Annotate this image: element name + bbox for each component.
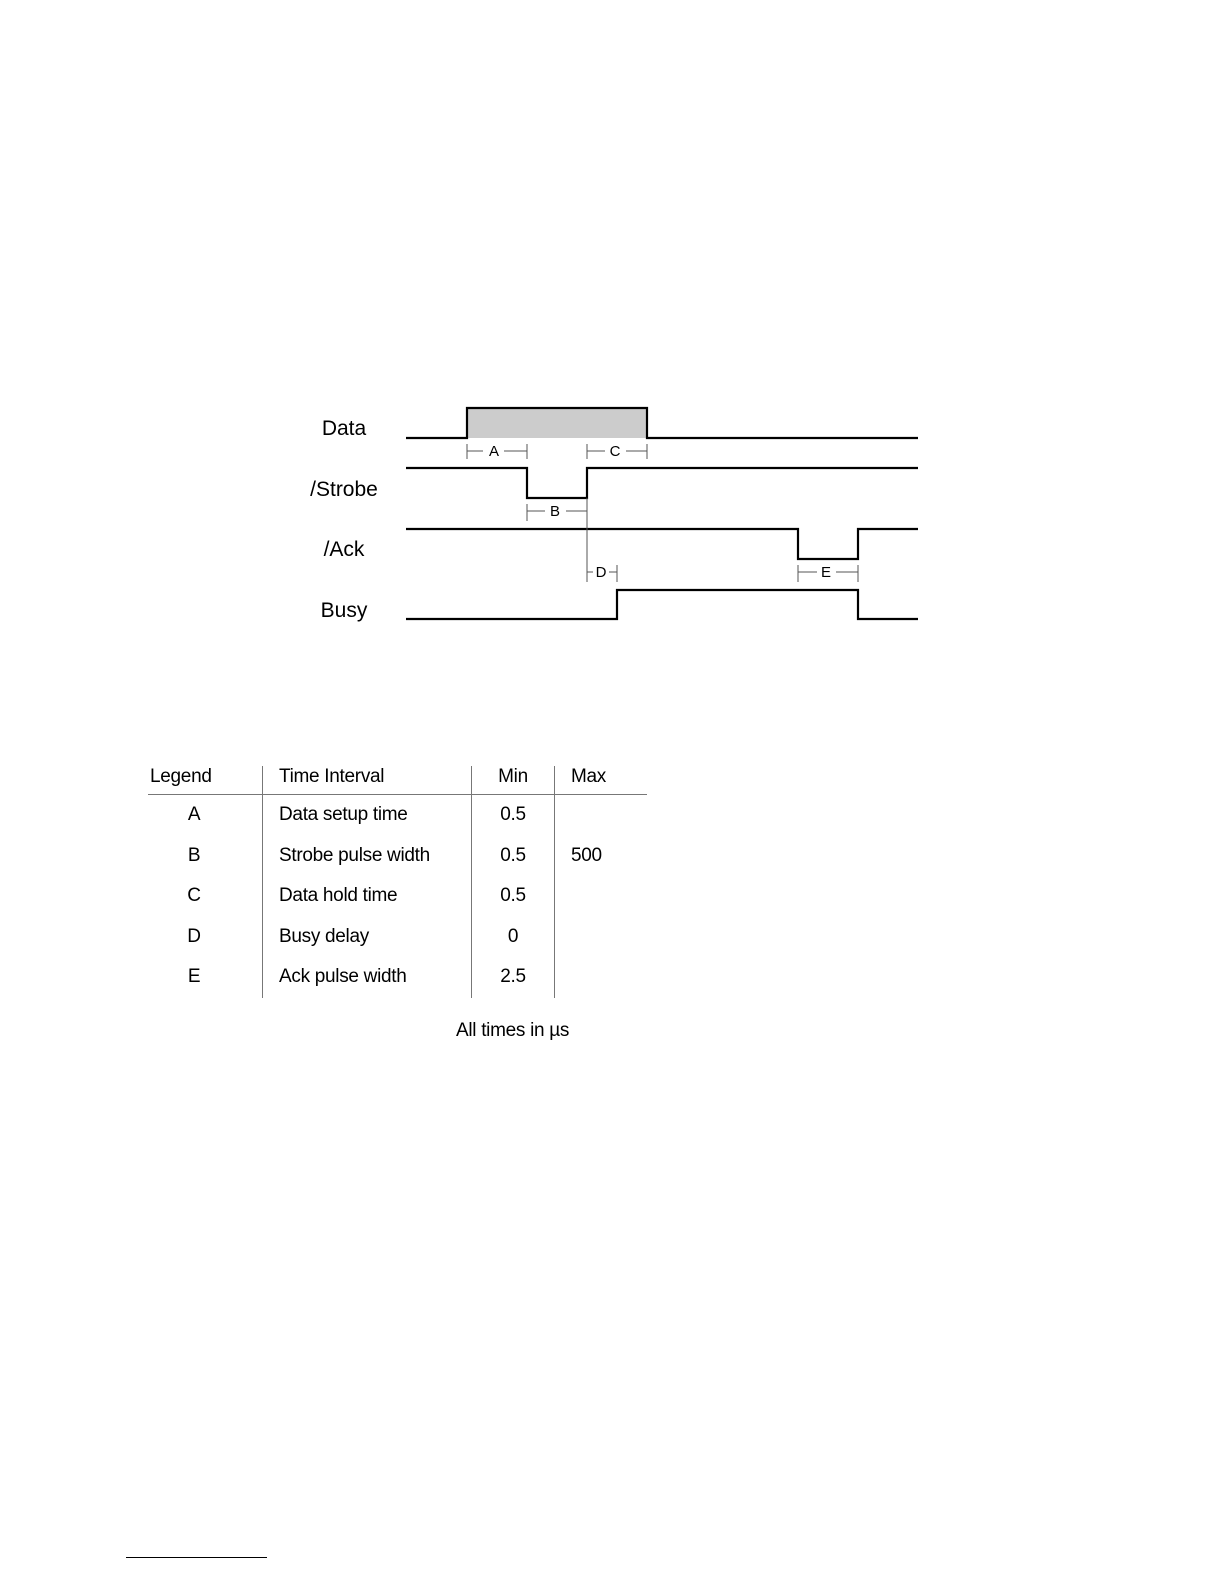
- units-note: All times in µs: [456, 1020, 570, 1041]
- data-valid-region: [467, 408, 647, 438]
- table-row: [148, 795, 647, 836]
- table-row: [148, 836, 647, 877]
- table-row: [148, 917, 647, 958]
- row-min: 0.5: [472, 795, 555, 836]
- header-min: Min: [472, 766, 555, 795]
- interval-d-marker: [587, 564, 617, 582]
- row-interval: Ack pulse width: [263, 957, 472, 998]
- row-min: 0.5: [472, 876, 555, 917]
- row-interval: Data setup time: [263, 795, 472, 836]
- row-interval: Data hold time: [263, 876, 472, 917]
- row-max: [555, 876, 648, 917]
- row-max: 500: [571, 844, 602, 866]
- row-min: 2.5: [472, 957, 555, 998]
- row-legend: C: [187, 885, 201, 907]
- signal-label-ack: /Ack: [323, 538, 365, 561]
- table-row: [148, 876, 647, 917]
- ack-waveform: [406, 529, 918, 559]
- header-legend: Legend: [148, 766, 263, 795]
- header-time-interval: Time Interval: [263, 766, 472, 795]
- interval-label-d: D: [595, 564, 607, 581]
- row-max: [555, 957, 648, 998]
- row-legend: A: [187, 804, 201, 826]
- row-min: 0.5: [472, 836, 555, 877]
- row-interval: Strobe pulse width: [263, 836, 472, 877]
- signal-label-strobe: /Strobe: [310, 478, 378, 501]
- interval-label-e: E: [820, 564, 832, 581]
- interval-b-marker: [527, 503, 587, 521]
- interval-label-a: A: [488, 443, 500, 460]
- table-header-row: [148, 766, 647, 795]
- header-max: Max: [555, 766, 648, 795]
- row-min: 0: [472, 917, 555, 958]
- footnote-divider: [126, 1557, 267, 1558]
- interval-label-b: B: [549, 503, 561, 520]
- interval-a-marker: [467, 443, 527, 460]
- row-legend: E: [187, 966, 201, 988]
- interval-e-marker: [798, 564, 858, 582]
- busy-waveform: [406, 590, 918, 619]
- table-row: [148, 957, 647, 998]
- row-legend: D: [187, 925, 201, 947]
- interval-c-marker: [587, 443, 647, 460]
- row-max: [555, 917, 648, 958]
- timing-table: [148, 766, 647, 998]
- row-interval: Busy delay: [263, 917, 472, 958]
- signal-label-busy: Busy: [320, 599, 368, 622]
- timing-diagram: [0, 0, 1225, 700]
- strobe-waveform: [406, 468, 918, 498]
- interval-label-c: C: [609, 443, 621, 460]
- row-max: [555, 795, 648, 836]
- signal-label-data: Data: [321, 417, 367, 440]
- row-legend: B: [187, 844, 201, 866]
